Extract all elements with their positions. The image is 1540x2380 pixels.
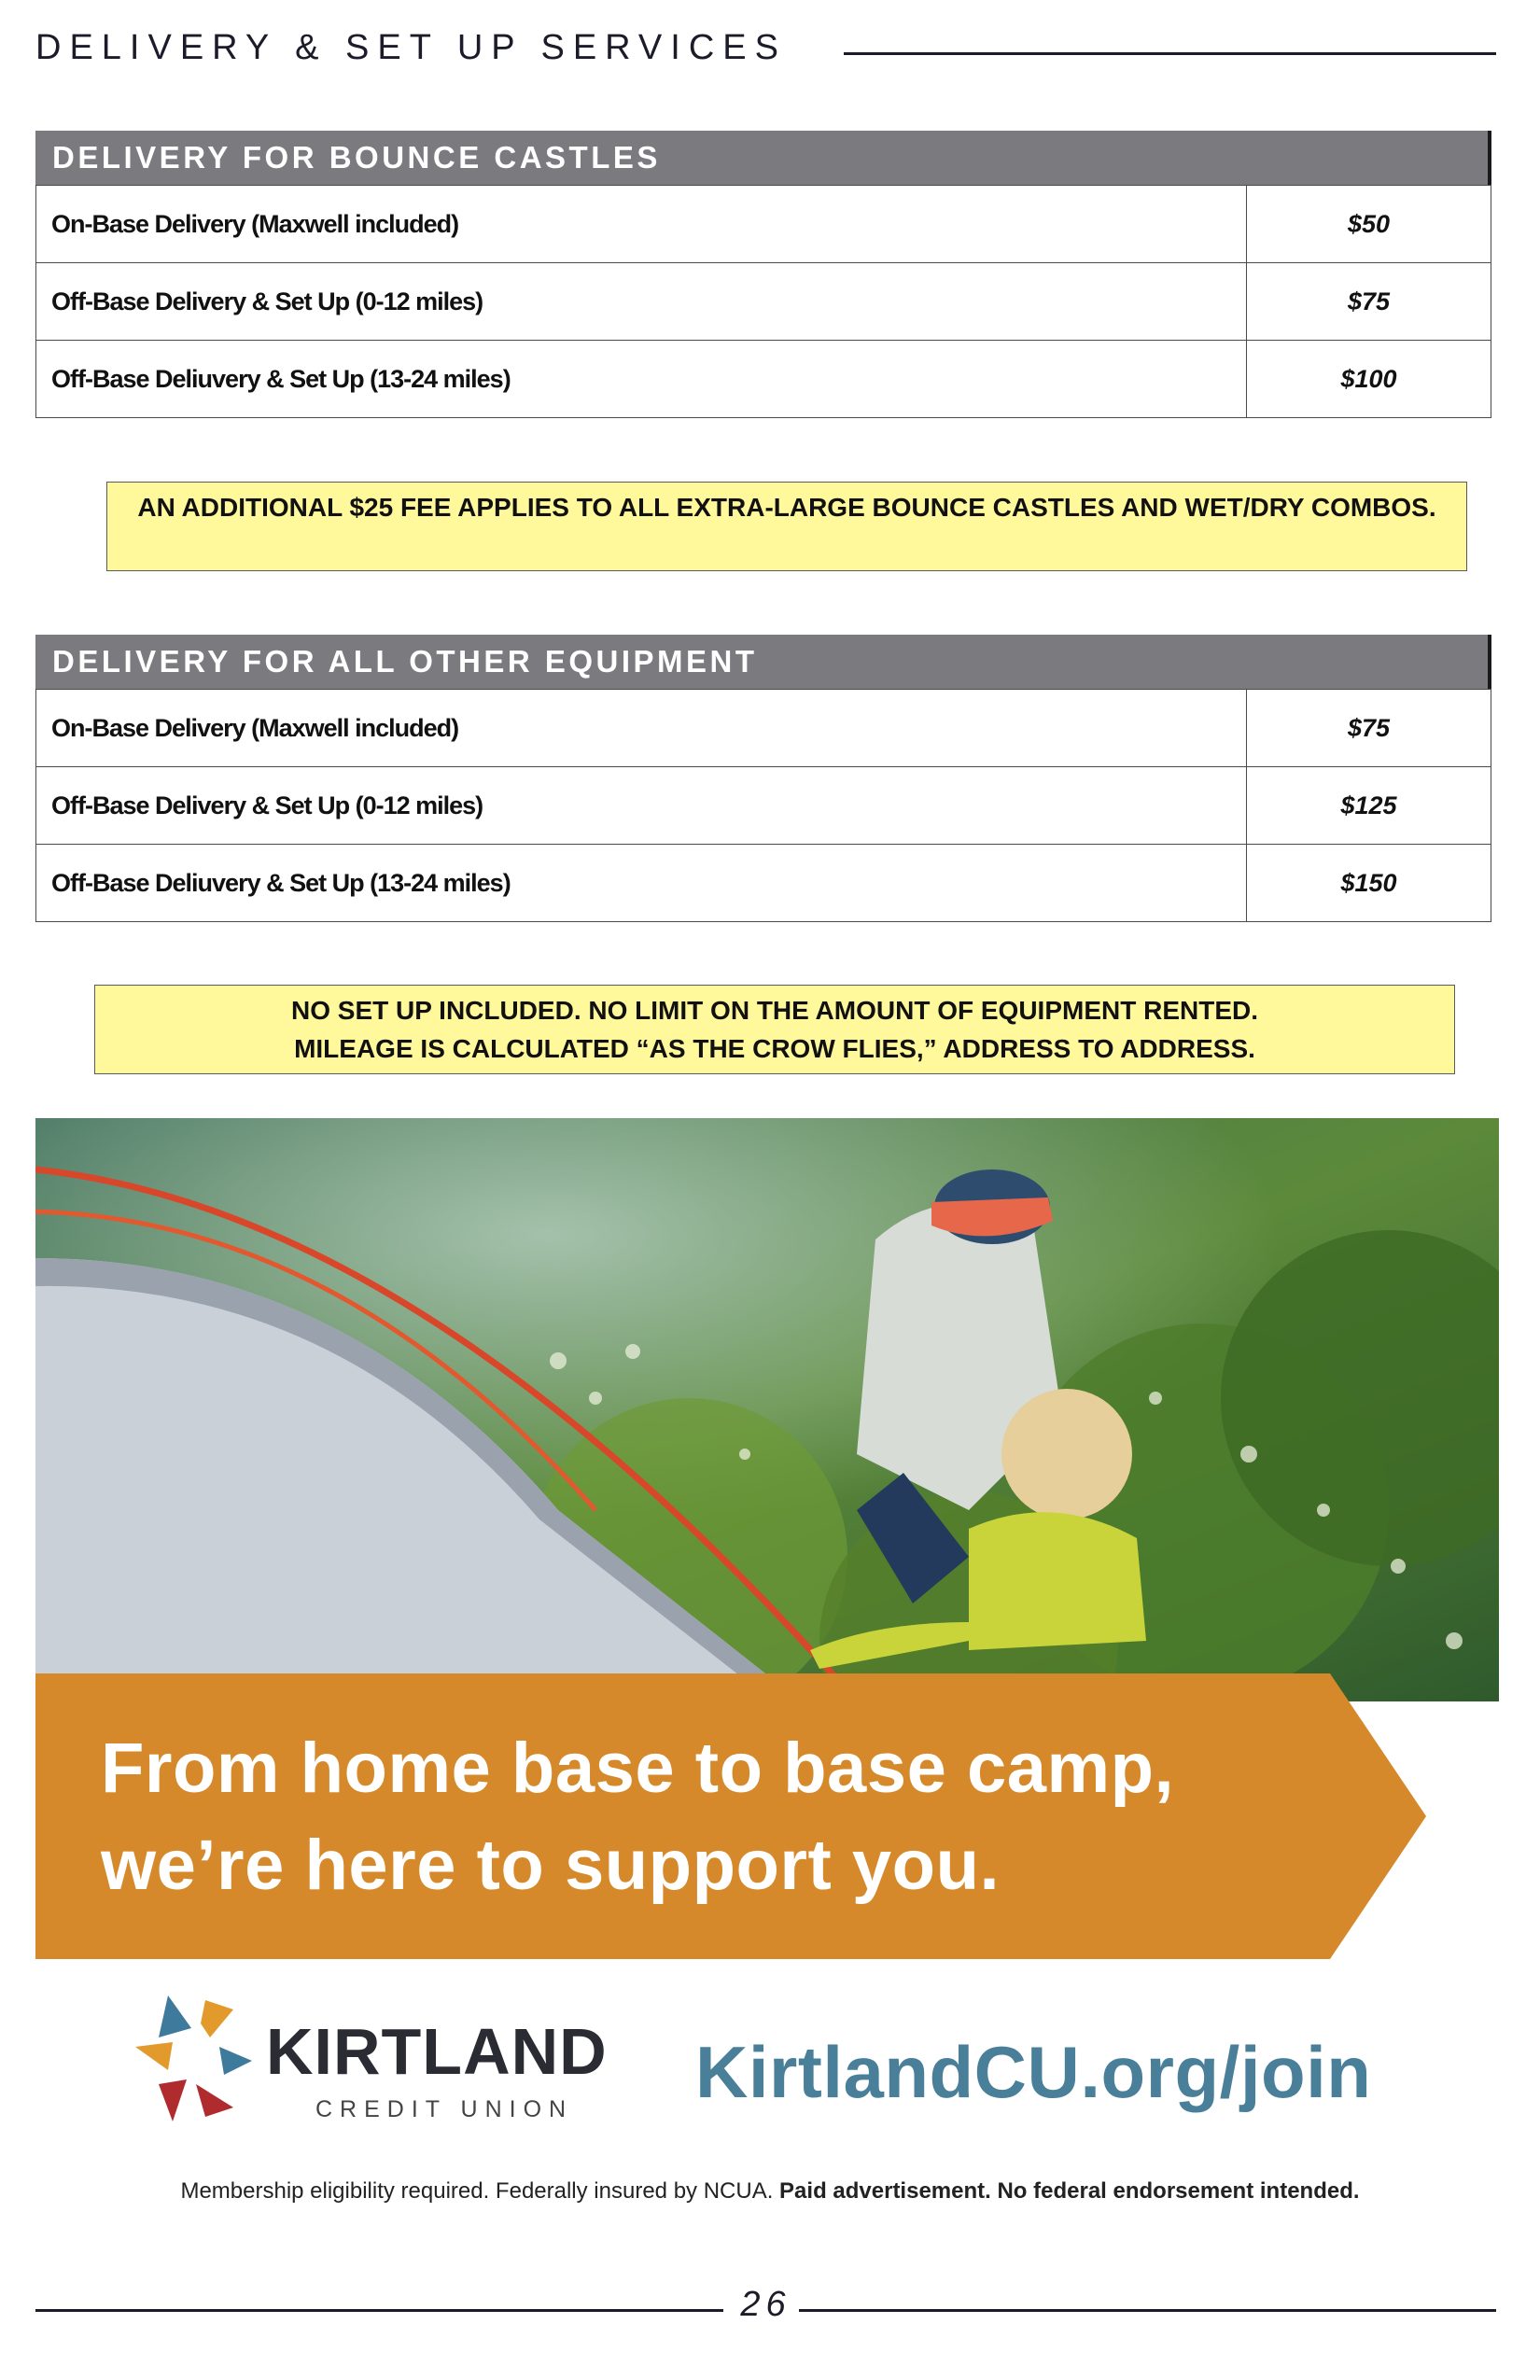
table-row xyxy=(36,341,1491,418)
disclaimer-regular: Membership eligibility required. Federally insured by NCUA. xyxy=(180,2178,774,2204)
row-price: $125 xyxy=(1247,767,1491,845)
table-row xyxy=(36,690,1491,767)
bounce-fee-note: AN ADDITIONAL $25 FEE APPLIES TO ALL EXTRA-LARGE BOUNCE CASTLES AND WET/DRY COMBOS. xyxy=(106,482,1467,571)
table-row xyxy=(36,767,1491,845)
ad-tagline xyxy=(101,1720,1174,1914)
equipment-note-line-2: MILEAGE IS CALCULATED “AS THE CROW FLIES,” ADDRESS TO ADDRESS. xyxy=(294,1034,1255,1063)
page-number: 26 xyxy=(740,2285,791,2324)
tagline-line-1: From home base to base camp, xyxy=(101,1729,1175,1808)
camping-photo xyxy=(35,1118,1499,1701)
bounce-castle-delivery-table xyxy=(35,131,1491,418)
equipment-note-line-1: NO SET UP INCLUDED. NO LIMIT ON THE AMOUNT OF EQUIPMENT RENTED. xyxy=(290,996,1258,1025)
row-label: On-Base Delivery (Maxwell included) xyxy=(36,690,1247,767)
kirtland-logo xyxy=(135,1995,621,2126)
row-label: On-Base Delivery (Maxwell included) xyxy=(36,186,1247,263)
row-price: $150 xyxy=(1247,845,1491,922)
camping-scene-illustration xyxy=(35,1118,1499,1701)
bounce-table-heading: DELIVERY FOR BOUNCE CASTLES xyxy=(35,131,1491,185)
disclaimer-bold: Paid advertisement. No federal endorsement intended. xyxy=(779,2178,1360,2204)
page-title: DELIVERY & SET UP SERVICES xyxy=(35,28,787,67)
star-logo-icon xyxy=(135,1995,257,2126)
logo-wordmark: KIRTLAND xyxy=(266,2015,608,2088)
row-price: $75 xyxy=(1247,690,1491,767)
page-header xyxy=(35,28,1496,77)
row-label: Off-Base Delivery & Set Up (0-12 miles) xyxy=(36,263,1247,341)
other-equipment-delivery-table xyxy=(35,635,1491,922)
row-label: Off-Base Delivery & Set Up (0-12 miles) xyxy=(36,767,1247,845)
join-url-link[interactable]: KirtlandCU.org/join xyxy=(695,2031,1372,2113)
equipment-note xyxy=(94,985,1455,1074)
table-row xyxy=(36,845,1491,922)
table-row xyxy=(36,263,1491,341)
row-price: $100 xyxy=(1247,341,1491,418)
tagline-line-2: we’re here to support you. xyxy=(101,1826,1001,1905)
page-footer xyxy=(35,2281,1496,2337)
row-price: $75 xyxy=(1247,263,1491,341)
ad-banner xyxy=(35,1673,1426,1959)
other-table-heading: DELIVERY FOR ALL OTHER EQUIPMENT xyxy=(35,635,1491,689)
other-price-table xyxy=(35,689,1491,922)
row-label: Off-Base Deliuvery & Set Up (13-24 miles) xyxy=(36,845,1247,922)
logo-subtitle: CREDIT UNION xyxy=(315,2096,574,2122)
row-price: $50 xyxy=(1247,186,1491,263)
ad-disclaimer xyxy=(0,2178,1540,2205)
table-row xyxy=(36,186,1491,263)
row-label: Off-Base Deliuvery & Set Up (13-24 miles) xyxy=(36,341,1247,418)
header-rule xyxy=(844,52,1496,55)
bounce-price-table xyxy=(35,185,1491,418)
